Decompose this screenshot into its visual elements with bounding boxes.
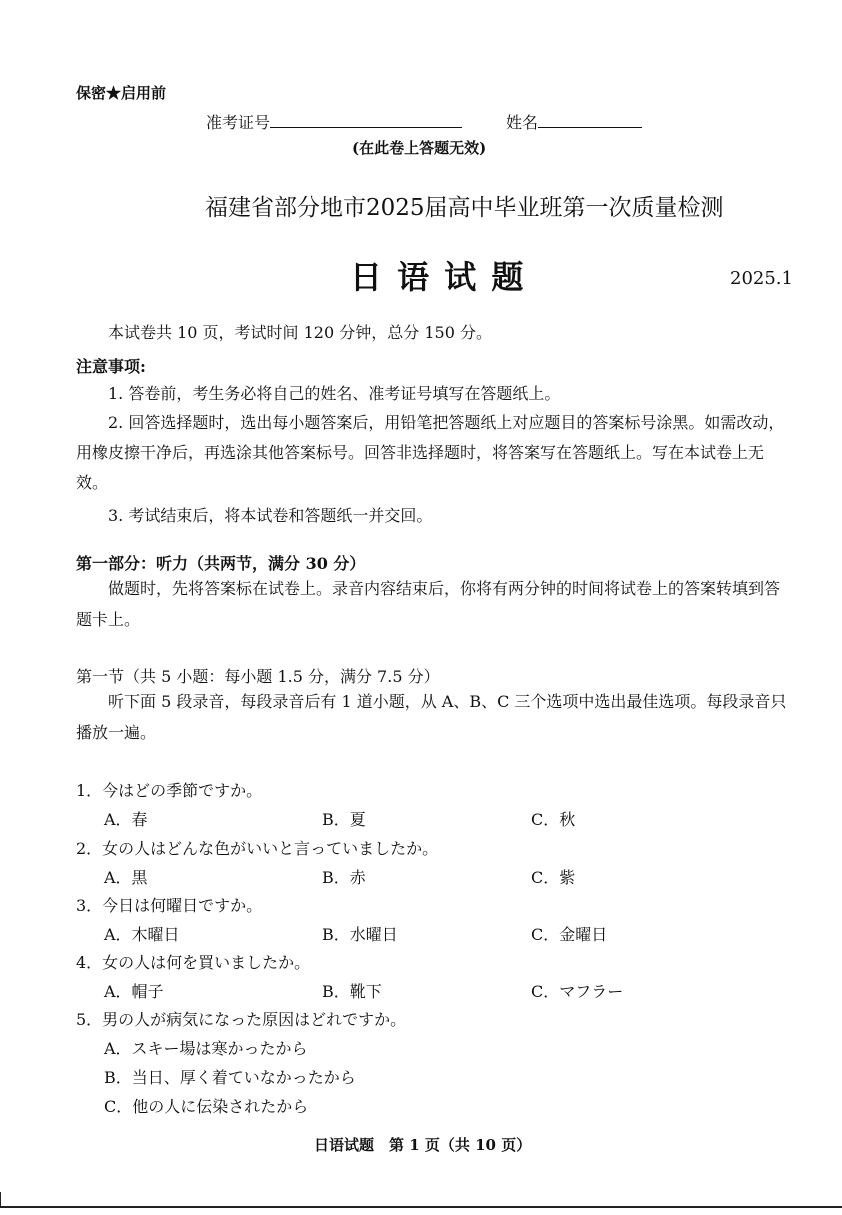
q5-option-b: B．当日、厚く着ていなかったから <box>104 1068 356 1087</box>
exam-id-label: 准考证号 <box>206 113 271 132</box>
question-4: 4．女の人は何を買いましたか。 <box>76 953 311 972</box>
note-item-1: 1. 答卷前，考生务必将自己的姓名、准考证号填写在答题纸上。 <box>108 384 561 403</box>
q5-option-a: A．スキー場は寒かったから <box>104 1039 308 1058</box>
name-row <box>506 110 642 133</box>
page-footer: 日语试题 第 1 页（共 10 页） <box>314 1136 532 1154</box>
scan-left-mark <box>0 1192 1 1206</box>
exam-subtitle: 福建省部分地市2025届高中毕业班第一次质量检测 <box>205 195 724 221</box>
q3-option-a: A．木曜日 <box>104 925 180 944</box>
q5-option-c: C．他の人に伝染されたから <box>104 1097 309 1116</box>
confidential-label: 保密★启用前 <box>76 84 167 102</box>
question-5: 5．男の人が病気になった原因はどれですか。 <box>76 1010 407 1029</box>
note-item-2: 2. 回答选择题时，选出每小题答案后，用铅笔把答题纸上对应题目的答案标号涂黑。如需改动，用橡皮擦干净后，再选涂其他答案标号。回答非选择题时，将答案写在答题纸上。写在本试卷上无效。 <box>76 413 785 492</box>
name-blank <box>538 113 642 128</box>
name-label: 姓名 <box>506 113 539 132</box>
section1-heading: 第一节（共 5 小题：每小题 1.5 分，满分 7.5 分） <box>76 667 440 686</box>
scan-bottom-edge <box>0 1206 842 1208</box>
invalid-note: (在此卷上答题无效) <box>352 139 487 157</box>
exam-date: 2025.1 <box>730 268 793 289</box>
notes-heading: 注意事项: <box>76 357 146 376</box>
q1-option-a: A．春 <box>104 810 148 829</box>
q1-option-c: C．秋 <box>531 810 576 829</box>
exam-intro: 本试卷共 10 页，考试时间 120 分钟，总分 150 分。 <box>108 323 492 342</box>
q2-option-c: C．紫 <box>531 868 576 887</box>
question-1: 1．今はどの季節ですか。 <box>76 781 263 800</box>
q3-option-b: B．水曜日 <box>322 925 398 944</box>
q4-option-b: B．靴下 <box>322 982 382 1001</box>
note-item-3: 3. 考试结束后，将本试卷和答题纸一并交回。 <box>108 506 433 525</box>
exam-id-row <box>206 110 462 133</box>
q4-option-c: C．マフラー <box>531 982 624 1001</box>
exam-title: 日 语 试 题 <box>350 258 526 296</box>
question-2: 2．女の人はどんな色がいいと言っていましたか。 <box>76 839 439 858</box>
q2-option-b: B．赤 <box>322 868 366 887</box>
part1-heading: 第一部分：听力（共两节，满分 30 分） <box>76 554 366 573</box>
part1-instruction: 做题时，先将答案标在试卷上。录音内容结束后，你将有两分钟的时间将试卷上的答案转填到答题卡上。 <box>76 579 781 629</box>
q3-option-c: C．金曜日 <box>531 925 608 944</box>
q2-option-a: A．黒 <box>104 868 148 887</box>
q1-option-b: B．夏 <box>322 810 366 829</box>
question-3: 3．今日は何曜日ですか。 <box>76 896 263 915</box>
exam-id-blank <box>270 113 462 128</box>
q4-option-a: A．帽子 <box>104 982 164 1001</box>
section1-instruction: 听下面 5 段录音，每段录音后有 1 道小题，从 A、B、C 三个选项中选出最佳选项。每段录音只播放一遍。 <box>76 692 787 742</box>
